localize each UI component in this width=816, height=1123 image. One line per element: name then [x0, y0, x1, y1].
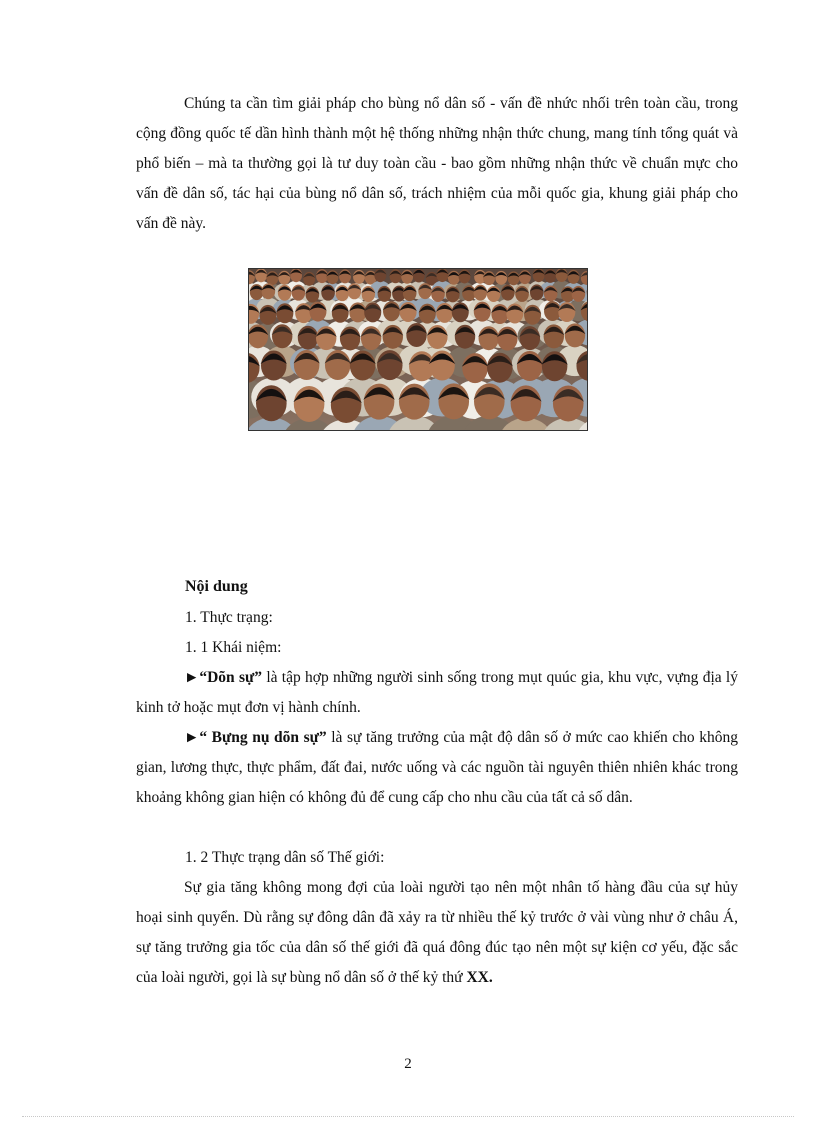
definition-population-explosion-text: là sự tăng trưởng của mật độ dân số ở mức cao khiến cho không gian, lương thực, thực phẩm, đất đai, nước uống và các nguồn tài nguyên thiên nhiên khác trong khoảng không gian hiện có không đủ để cung cấp cho nhu cầu của tất cả số dân. [136, 729, 738, 806]
bullet-marker: ► [184, 729, 200, 746]
intro-paragraph: Chúng ta cần tìm giải pháp cho bùng nổ dân số - vấn đề nhức nhối trên toàn cầu, trong cộng đồng quốc tế dần hình thành một hệ thống những nhận thức chung, mang tính tổng quát và phổ biến – mà ta thường gọi là tư duy toàn cầu - bao gồm những nhận thức về chuẩn mực cho vấn đề dân số, tác hại của bùng nổ dân số, trách nhiệm của mỗi quốc gia, khung giải pháp cho vấn đề này. [136, 95, 738, 232]
world-population-text: Sự gia tăng không mong đợi của loài người tạo nên một nhân tố hàng đầu của sự hủy hoại sinh quyển. Dù rằng sự đông dân đã xảy ra từ nhiều thế kỷ trước ở vài vùng như ở châu Á, sự tăng trưởng gia tốc của dân số thế giới đã quá đông đúc tạo nên một sự kiện cơ yếu, đặc sắc của loài người, gọi là sự bùng nổ dân số ở thế kỷ thứ [136, 879, 738, 986]
item-1: 1. Thực trạng: [185, 609, 273, 626]
definition-population-text: là tập hợp những người sinh sống trong mụt quúc gia, khu vực, vựng địa lý kinh tở hoặc mụt đơn vị hành chính. [136, 669, 738, 716]
world-population-paragraph [136, 873, 738, 993]
item-1-2: 1. 2 Thực trạng dân số Thế giới: [185, 849, 385, 866]
definition-population-explosion [136, 723, 738, 813]
century-label: XX. [466, 969, 493, 986]
page-bottom-rule [22, 1116, 794, 1117]
section-heading: Nội dung [185, 578, 248, 595]
bullet-marker: ► [184, 669, 200, 686]
crowd-photo [248, 268, 588, 431]
definition-population [136, 663, 738, 723]
item-1-1: 1. 1 Khái niệm: [185, 639, 282, 656]
page-number: 2 [404, 1056, 412, 1072]
term-population: “Dõn sự” [199, 669, 263, 686]
term-population-explosion: “ Bựng nụ dõn sự” [199, 729, 327, 746]
